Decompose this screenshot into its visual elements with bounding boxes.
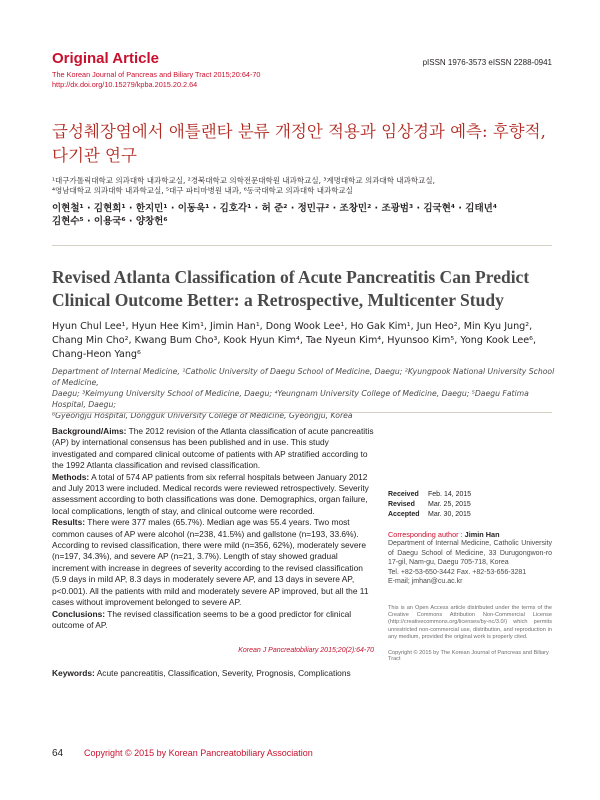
english-title-line: Clinical Outcome Better: a Retrospective, Multicenter Study — [52, 290, 504, 310]
english-title — [52, 266, 562, 312]
conclusions-label: Conclusions: — [52, 608, 106, 619]
abstract-results — [52, 517, 374, 608]
english-authors — [52, 320, 557, 362]
abstract-background — [52, 426, 374, 472]
open-access-notice: This is an Open Access article distributed under the terms of the Creative Commons Attribution Non-Commercial License (http://creativecommons.org/licenses/by-nc/3.0/) which permits unrestricted non-commercial use, distribution, and reproduction in any medium, provided the original work is properly cited. — [388, 604, 552, 641]
address-text: Department of Internal Medicine, Catholic University of Daegu School of Medicine, 33 Durugongwon-ro 17-gil, Nam-gu, Daegu 705-718, Korea — [388, 540, 552, 566]
keywords-label: Keywords: — [52, 668, 95, 678]
results-text: There were 377 males (65.7%). Median age was 55.4 years. Two most common causes of AP were alcohol (n=238, 41.5%) and gallstone (n=193, 33.6%). According to revised classification, there were mild (n=356, 62%), moderately severe (n=197, 34.3%), and severe AP (n=21, 3.7%). Length of stay showed gradual increment with increase in degrees of severity according to the revised classification (5.9 days in mild AP, 8.3 days in moderately severe AP, and 13 days in severe AP, p<0.001). All the patients with mild and moderately severe AP improved, but all the 11 cases without improvement belonged to severe AP. — [52, 517, 369, 608]
results-label: Results: — [52, 517, 86, 528]
revised-label: Revised — [388, 501, 415, 508]
article-type-label: Original Article — [52, 50, 159, 67]
revised-value: Mar. 25, 2015 — [428, 501, 471, 508]
received-label: Received — [388, 491, 419, 498]
accepted-value: Mar. 30, 2015 — [428, 511, 471, 518]
korean-title: 급성췌장염에서 애틀랜타 분류 개정안 적용과 임상경과 예측: 후향적, 다기관 연구 — [52, 122, 546, 165]
footer-copyright: Copyright © 2015 by Korean Pancreatobiliary Association — [84, 748, 313, 758]
revised-date — [388, 500, 552, 510]
contact-numbers: Tel. +82-53-650-3442 Fax. +82-53-656-3281 — [388, 568, 527, 576]
korean-author-line: 김현수⁵ · 이용국⁶ · 양창헌⁶ — [52, 216, 168, 227]
received-value: Feb. 14, 2015 — [428, 491, 472, 498]
keywords-text: Acute pancreatitis, Classification, Severity, Prognosis, Complications — [94, 668, 351, 678]
section-divider — [52, 245, 552, 246]
abstract-methods — [52, 472, 374, 518]
corresponding-author-heading — [388, 530, 552, 539]
abstract — [52, 426, 374, 631]
background-label: Background/Aims: — [52, 426, 127, 436]
korean-author-line: 이현철¹ · 김현희¹ · 한지민¹ · 이동욱¹ · 김호각¹ · 허 준² · 정민규² · 조창민² · 조광범³ · 김국현⁴ · 김태년⁴ — [52, 203, 497, 214]
korean-authors — [52, 202, 552, 228]
english-author-line: Hyun Chul Lee¹, Hyun Hee Kim¹, Jimin Han¹, Dong Wook Lee¹, Ho Gak Kim¹, Jun Heo², Min Kyu Jung², — [52, 321, 533, 332]
methods-text: A total of 574 AP patients from six referral hospitals between January 2012 and July 2013 were included. Medical records were reviewed retrospectively. Severity assessment according to both classifications was done. Demographics, organ failure, local complications, length of stay, and clinical outcome were recorded. — [52, 471, 369, 516]
english-author-line: Chang Min Cho², Kwang Bum Cho³, Kook Hyun Kim⁴, Tae Nyeun Kim⁴, Hyunsoo Kim⁵, Yong Kook Lee⁶, — [52, 335, 537, 346]
article-citation: Korean J Pancreatobiliary 2015;20(2):64-70 — [238, 647, 374, 654]
english-affiliation-line: Daegu; ³Keimyung University School of Medicine, Daegu; ⁴Yeungnam University College of Medicine, Daegu; ⁵Daegu Fatima Hospital, Daegu; — [52, 389, 529, 409]
received-date — [388, 490, 552, 500]
doi-link[interactable]: http://dx.doi.org/10.15279/kpba.2015.20.2.64 — [52, 80, 198, 89]
korean-affiliations — [52, 176, 552, 196]
journal-citation-line: The Korean Journal of Pancreas and Biliary Tract 2015;20:64-70 — [52, 70, 261, 79]
corresponding-author-name: Jimin Han — [462, 530, 500, 539]
journal-copyright: Copyright © 2015 by The Korean Journal of Pancreas and Biliary Tract — [388, 649, 549, 662]
contact-email[interactable]: E-mail; jmhan@cu.ac.kr — [388, 578, 463, 585]
accepted-label: Accepted — [388, 511, 420, 518]
korean-affiliation-line: ¹대구가톨릭대학교 의과대학 내과학교실, ²경북대학교 의학전문대학원 내과학교실, ³계명대학교 의과대학 내과학교실, — [52, 176, 436, 185]
keywords — [52, 668, 374, 678]
methods-label: Methods: — [52, 471, 90, 482]
accepted-date — [388, 510, 552, 520]
english-affiliation-line: ⁶Gyeongju Hospital, Dongguk University College of Medicine, Gyeongju, Korea — [52, 411, 353, 420]
background-text: The 2012 revision of the Atlanta classification of acute pancreatitis (AP) by international consensus has been published and in use. This study investigated and compared clinical outcome of patients with AP stratified according to the 1992 Atlanta classification and revised classification. — [52, 426, 374, 471]
issn-line: pISSN 1976-3573 eISSN 2288-0941 — [422, 58, 552, 67]
corresponding-author-address — [388, 539, 552, 587]
section-divider — [52, 412, 552, 413]
english-affiliation-line: Department of Internal Medicine, ¹Catholic University of Daegu School of Medicine, Daegu; ²Kyungpook National University School of Medicine, — [52, 367, 555, 387]
english-title-line: Revised Atlanta Classification of Acute Pancreatitis Can Predict — [52, 267, 530, 287]
article-info-sidebar — [388, 490, 552, 662]
korean-affiliation-line: ⁴영남대학교 의과대학 내과학교실, ⁵대구 파티마병원 내과, ⁶동국대학교 의과대학 내과학교실 — [52, 186, 353, 195]
conclusions-text: The revised classification seems to be a good predictor for clinical outcome of AP. — [52, 608, 352, 630]
abstract-conclusions — [52, 609, 374, 632]
english-author-line: Chang-Heon Yang⁶ — [52, 349, 141, 360]
corresponding-author-label: Corresponding author : — [388, 530, 463, 539]
page-number: 64 — [52, 748, 64, 759]
